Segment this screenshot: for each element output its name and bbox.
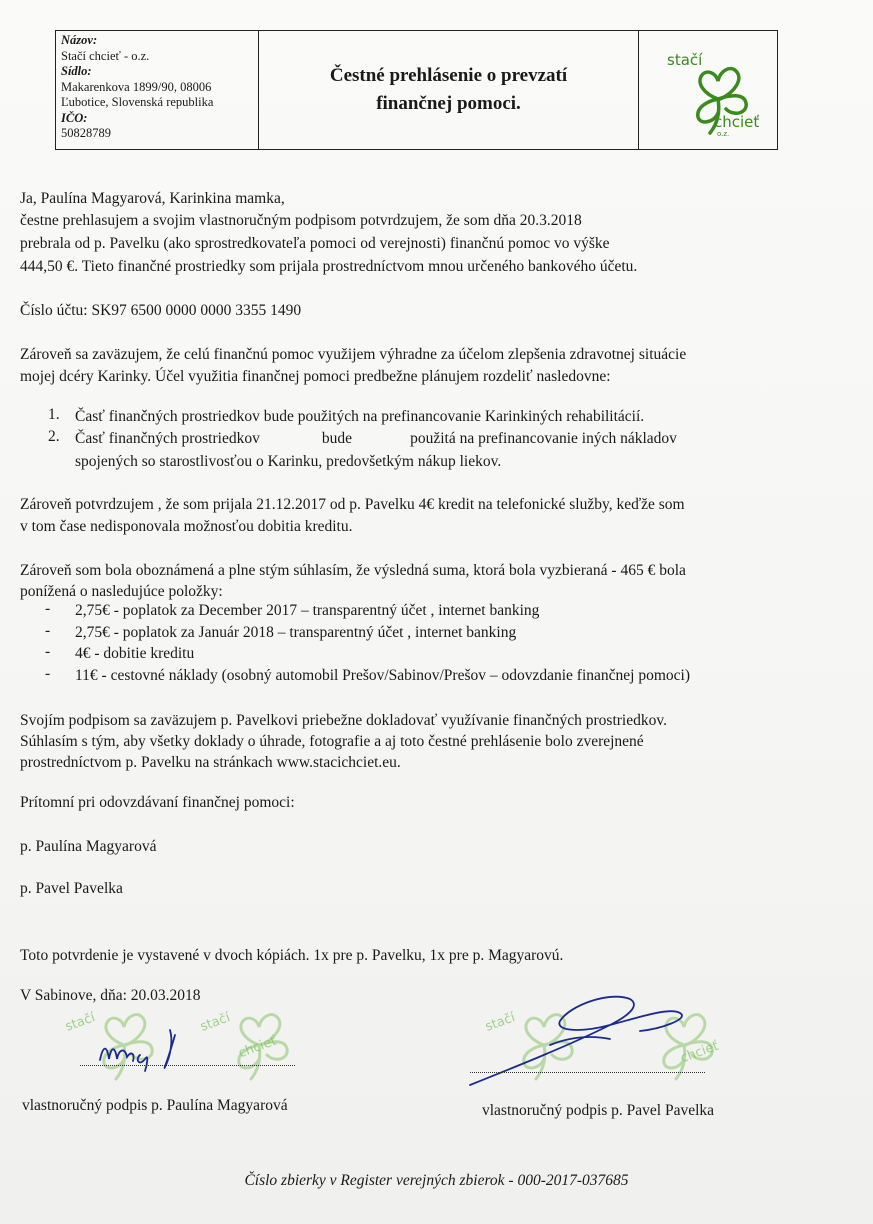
deduction-3-text: 4€ - dobitie kreditu — [75, 645, 195, 662]
p1-line-4: 444,50 €. Tieto finančné prostriedky som prijala prostredníctvom mnou určeného bankového účetu. — [20, 258, 638, 275]
deduction-3-dash: - — [45, 643, 51, 660]
deduction-1-text: 2,75€ - poplatok za December 2017 – transparentný účet , internet banking — [75, 602, 540, 619]
p5-line-3: prostredníctvom p. Pavelku na stránkach www.stacichciet.eu. — [20, 754, 401, 771]
signature-caption-right: vlastnoručný podpis p. Pavel Pavelka — [482, 1102, 715, 1119]
collection-register-number: Číslo zbierky v Register verejných zbierok - 000-2017-037685 — [244, 1172, 629, 1189]
stamp-text-right-1: stačí — [483, 1010, 518, 1035]
deduction-4-dash: - — [45, 665, 51, 682]
logo-text-top: stačí — [667, 51, 703, 69]
p1-line-2: čestne prehlasujem a svojim vlastnoručným podpisom potvrdzujem, že som dňa 20.3.2018 — [20, 212, 582, 229]
logo-text-small: o.z. — [717, 130, 730, 138]
signature-pavelka — [460, 985, 700, 1095]
title-line-1: Čestné prehlásenie o prevzatí — [329, 65, 568, 86]
account-number: Číslo účtu: SK97 6500 0000 0000 3355 1490 — [20, 302, 302, 319]
p4-line-1: Zároveň som bola oboznámená a plne stým súhlasím, že výsledná suma, ktorá bola vyzbieraná - 465 € bola — [20, 562, 686, 579]
p3-line-1: Zároveň potvrdzujem , že som prijala 21.12.2017 od p. Pavelku 4€ kredit na telefonické služby, keďže som — [20, 496, 685, 513]
signature-magyarova — [95, 1015, 255, 1075]
p3-line-2: v tom čase nedisponovala možnosťou dobitia kreditu. — [20, 518, 353, 535]
list-item-1-line-1: Časť finančných prostriedkov bude použitých na prefinancovanie Karinkiných rehabilitácií. — [75, 408, 645, 425]
stamp-text-left-2: stačí — [198, 1010, 233, 1035]
signature-line-right — [470, 1072, 705, 1073]
copies-statement: Toto potvrdenie je vystavené v dvoch kópiách. 1x pre p. Pavelku, 1x pre p. Magyarovú. — [20, 947, 564, 964]
stamp-text-left-1: stačí — [63, 1010, 98, 1035]
deduction-2-dash: - — [45, 622, 51, 639]
seat-label: Sídlo: — [61, 64, 92, 78]
signature-line-left — [80, 1065, 295, 1066]
organization-info — [56, 31, 259, 149]
logo-text-bottom: chcieť — [714, 113, 760, 131]
document-title — [259, 31, 639, 149]
p2-line-1: Zároveň sa zaväzujem, že celú finančnú pomoc využijem výhradne za účelom zlepšenia zdravotnej situácie — [20, 346, 687, 363]
name-label: Názov: — [61, 33, 98, 47]
header-table — [55, 30, 778, 150]
p5-line-2: Súhlasím s tým, aby všetky doklady o úhrade, fotografie a aj toto čestné prehlásenie bolo zverejnené — [20, 733, 644, 750]
seat-line-1: Makarenkova 1899/90, 08006 — [61, 79, 212, 94]
stamp-text-left-2b: chcieť — [236, 1033, 279, 1062]
stamp-text-right-2: chcieť — [678, 1038, 721, 1067]
name-value: Stačí chcieť - o.z. — [61, 48, 150, 63]
logo-cell — [639, 31, 777, 149]
seat-line-2: Ľubotice, Slovenská republika — [61, 95, 214, 109]
ico-label: IČO: — [61, 110, 88, 125]
ico-value: 50828789 — [61, 126, 111, 140]
deduction-1-dash: - — [45, 600, 51, 617]
p4-line-2: ponížená o nasledujúce položky: — [20, 583, 223, 600]
signature-caption-left: vlastnoručný podpis p. Paulína Magyarová — [22, 1097, 288, 1114]
list-item-2-line-2: spojených so starostlivosťou o Karinku, predovšetkým nákup liekov. — [75, 453, 502, 470]
present-label: Prítomní pri odovzdávaní finančnej pomoci: — [20, 794, 295, 811]
list-item-1-number: 1. — [48, 406, 60, 423]
deduction-4-text: 11€ - cestovné náklady (osobný automobil Prešov/Sabinov/Prešov – odovzdanie finančnej pomoci) — [75, 667, 690, 684]
place-and-date: V Sabinove, dňa: 20.03.2018 — [20, 987, 201, 1004]
p2-line-2: mojej dcéry Karinky. Účel využitia finančnej pomoci predbežne plánujem rozdeliť nasledovne: — [20, 368, 611, 385]
title-line-2: finančnej pomoci. — [376, 93, 521, 114]
p5-line-1: Svojím podpisom sa zaväzujem p. Pavelkovi priebežne dokladovať využívanie finančných prostriedkov. — [20, 712, 667, 729]
present-person-2: p. Pavel Pavelka — [20, 880, 123, 897]
present-person-1: p. Paulína Magyarová — [20, 838, 157, 855]
p1-line-1: Ja, Paulína Magyarová, Karinkina mamka, — [20, 190, 285, 207]
deduction-2-text: 2,75€ - poplatok za Január 2018 – transparentný účet , internet banking — [75, 624, 517, 641]
list-item-2-number: 2. — [48, 428, 60, 445]
list-item-2-line-1: Časť finančných prostriedkov bude použitá na prefinancovanie iných nákladov — [75, 430, 677, 447]
p1-line-3: prebrala od p. Pavelku (ako sprostredkovateľa pomoci od verejnosti) finančnú pomoc vo výške — [20, 235, 610, 252]
